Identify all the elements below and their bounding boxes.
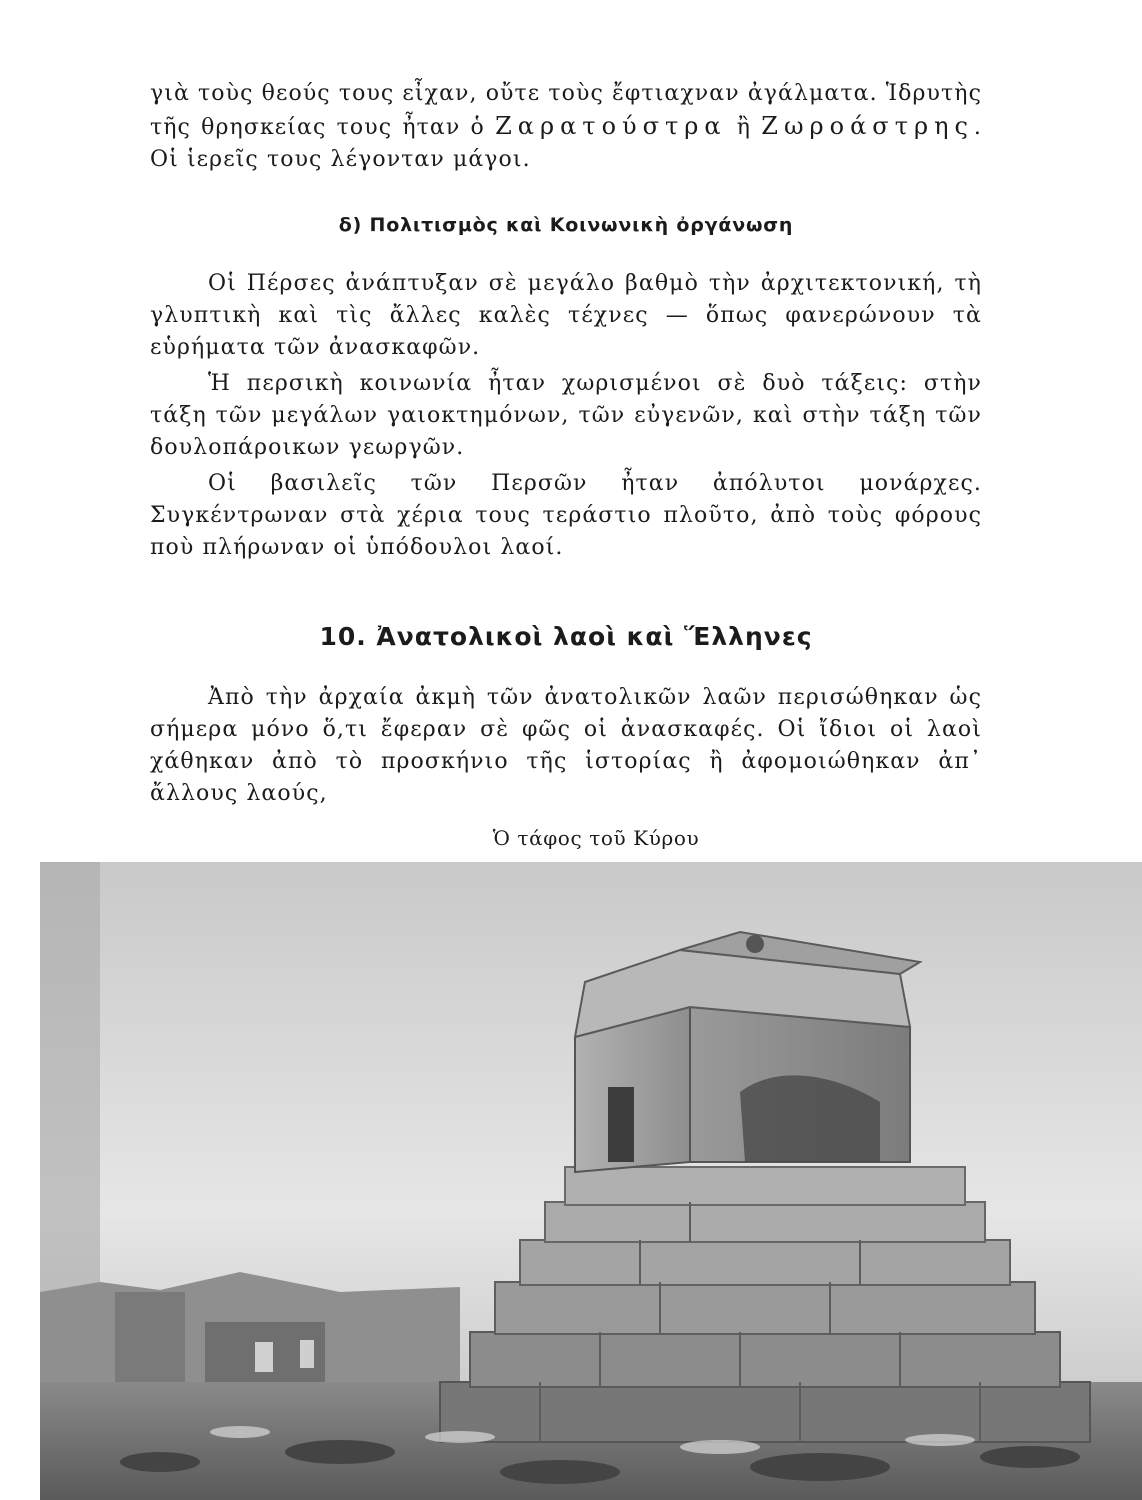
plinth-tier-1: [440, 1382, 1090, 1442]
section-delta-body: [150, 268, 982, 564]
text-run: . Οἱ ἱερεῖς τους λέγονταν μάγοι.: [150, 115, 982, 172]
figure-caption: Ὁ τάφος τοῦ Κύρου: [492, 826, 700, 850]
tomb-photo-illustration: [40, 862, 1142, 1500]
plinth-tier-4: [520, 1240, 1010, 1285]
opening-text-block: [150, 78, 982, 176]
tomb-doorway: [608, 1087, 634, 1162]
paragraph-eastern-peoples: Ἀπὸ τὴν ἀρχαία ἀκμὴ τῶν ἀνατολικῶν λαῶν περισώθηκαν ὡς σήμερα μόνο ὅ,τι ἔφεραν σὲ φῶς οἱ ἀνασκαφές. Οἱ ἴδιοι οἱ λαοὶ χάθηκαν ἀπὸ τὸ προσκήνιο τῆς ἱστορίας ἢ ἀφομοιώθηκαν ἀπ᾽ ἄλλους λαούς,: [150, 685, 982, 806]
name-zarathustra: Ζαρατούστρα: [495, 112, 727, 140]
plinth-tier-5: [545, 1202, 985, 1242]
plinth-tier-2: [470, 1332, 1060, 1387]
plinth-tier-3: [495, 1282, 1035, 1334]
ruin-opening: [300, 1340, 314, 1368]
text-run: ἢ: [726, 115, 762, 140]
section-delta-title: δ) Πολιτισμὸς καὶ Κοινωνικὴ ὀργάνωση: [338, 214, 794, 236]
roof-bush: [746, 935, 764, 953]
ruin-opening: [255, 1342, 273, 1372]
paragraph-arts: Οἱ Πέρσες ἀνάπτυξαν σὲ μεγάλο βαθμὸ τὴν ἀρχιτεκτονική, τὴ γλυπτικὴ καὶ τὶς ἄλλες καλὲς τέχνες — ὅπως φανερώνουν τὰ εὑρήματα τῶν ἀνασκαφῶν.: [150, 271, 982, 360]
text-run: γιὰ τοὺς θεούς τους εἶχαν, οὔτε τοὺς ἔφτιαχναν ἀγάλματα. Ἱδρυτὴς τῆς θρησκείας τους ἦταν ὁ: [150, 81, 982, 140]
name-zoroaster: Ζωροάστρης: [761, 112, 974, 140]
photo-tomb-of-cyrus: [40, 862, 1142, 1500]
paragraph-kings: Οἱ βασιλεῖς τῶν Περσῶν ἦταν ἀπόλυτοι μονάρχες. Συγκέντρωναν στὰ χέρια τους τεράστιο πλοῦτο, ἀπὸ τοὺς φόρους ποὺ πλήρωναν οἱ ὑπόδουλοι λαοί.: [150, 471, 982, 560]
section-10-body: [150, 682, 982, 810]
plinth-tier-6: [565, 1167, 965, 1205]
section-10-title: 10. Ἀνατολικοὶ λαοὶ καὶ Ἕλληνες: [319, 622, 813, 651]
paragraph-religion: [150, 78, 982, 176]
paragraph-society: Ἡ περσικὴ κοινωνία ἦταν χωρισμένοι σὲ δυὸ τάξεις: στὴν τάξη τῶν μεγάλων γαιοκτημόνων, τῶν εὐγενῶν, καὶ στὴν τάξη τῶν δουλοπάροικων γεωργῶν.: [150, 371, 982, 460]
